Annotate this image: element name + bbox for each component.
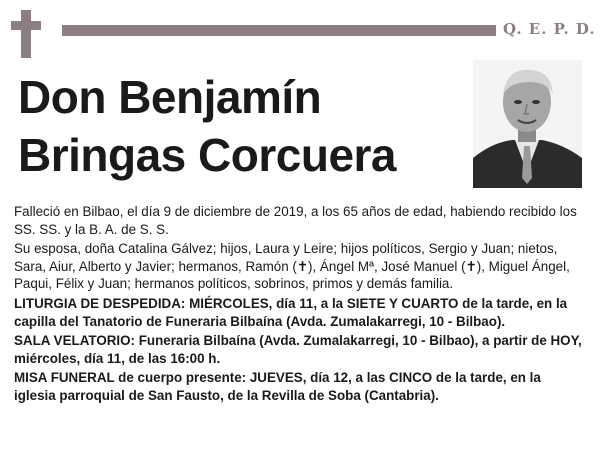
liturgy-notice: LITURGIA DE DESPEDIDA: MIÉRCOLES, día 11, a la SIETE Y CUARTO de la tarde, en la capilla del Tanatorio de Funeraria Bilbaína (Avda. Zumalakarregi, 10 - Bilbao). — [14, 295, 568, 329]
wake-notice: SALA VELATORIO: Funeraria Bilbaína (Avda. Zumalakarregi, 10 - Bilbao), a partir de HOY, miércoles, día 11, de las 16:00 h. — [14, 333, 582, 366]
portrait-photo — [473, 60, 582, 188]
header-divider — [62, 25, 496, 36]
cross-icon — [21, 10, 31, 58]
qepd-label: Q. E. P. D. — [503, 20, 596, 38]
deceased-name-line2: Bringas Corcuera — [18, 129, 397, 181]
funeral-mass-notice: MISA FUNERAL de cuerpo presente: JUEVES, día 12, a las CINCO de la tarde, en la iglesia parroquial de San Fausto, de la Revilla de Soba (Cantabria). — [14, 370, 541, 403]
deceased-name-line1: Don Benjamín — [18, 71, 322, 123]
obituary-text — [14, 203, 586, 407]
family-list: Su esposa, doña Catalina Gálvez; hijos, Laura y Leire; hijos políticos, Sergio y Juan; nietos, Sara, Aiur, Alberto y Javier; hermanos, Ramón (✝), Ángel Mª, José Manuel (✝), Miguel Ángel, Paqui, Félix y Juan; hermanos políticos, sobrinos, primos y demás familia. — [14, 241, 570, 292]
cross-icon-bar — [11, 21, 41, 30]
death-notice: Falleció en Bilbao, el día 9 de diciembre de 2019, a los 65 años de edad, habiendo recibido los SS. SS. y la B. A. de S. S. — [14, 204, 577, 237]
